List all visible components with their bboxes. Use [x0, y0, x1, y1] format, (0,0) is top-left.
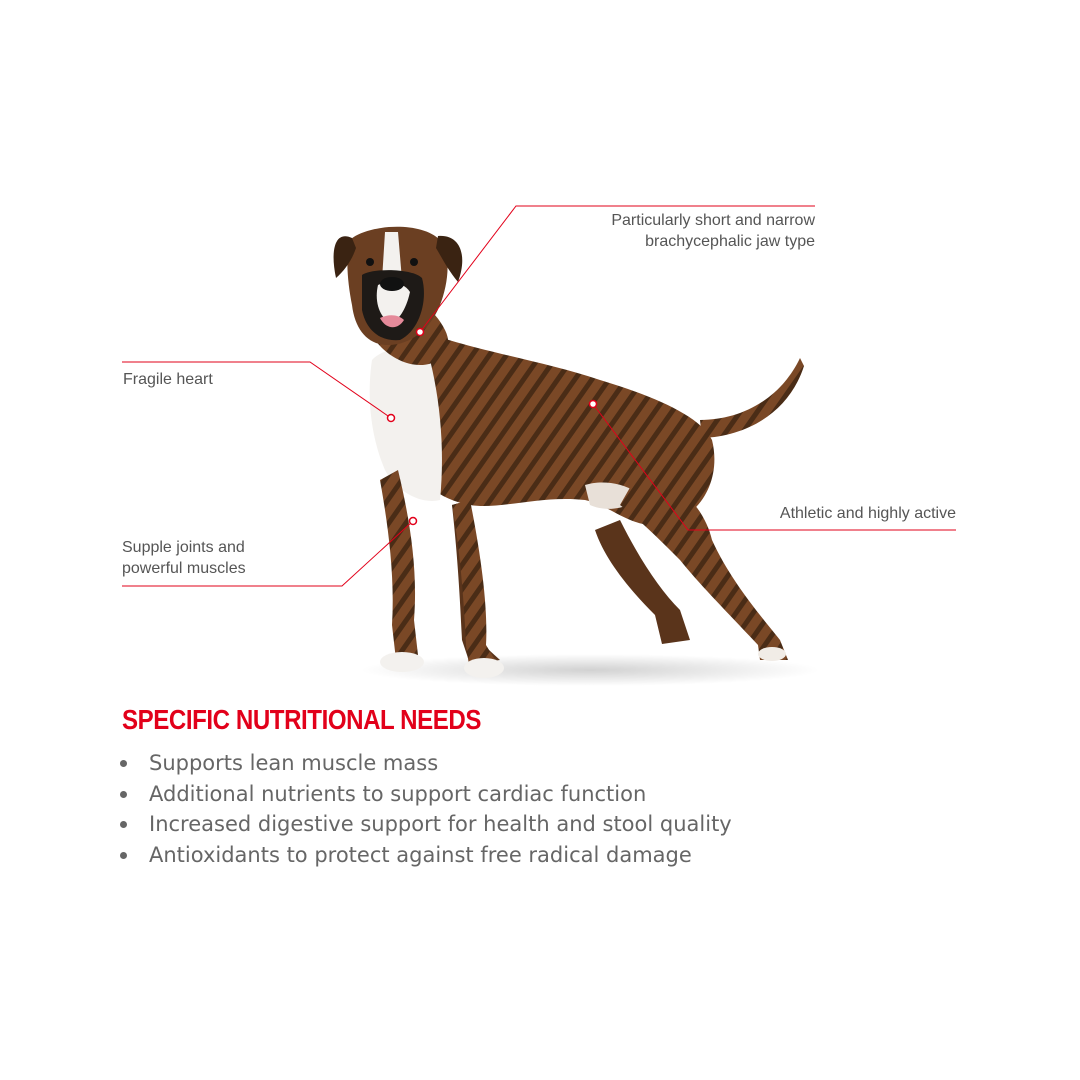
needs-heading: SPECIFIC NUTRITIONAL NEEDS: [122, 704, 481, 735]
bullet-icon: [120, 821, 127, 828]
callout-athletic-text: Athletic and highly active: [779, 505, 956, 522]
callout-jaw: [611, 210, 815, 252]
list-item-text: Antioxidants to protect against free radical damage: [149, 842, 692, 867]
callout-jaw-line1: Particularly short and narrow: [611, 212, 815, 229]
list-item-text: Supports lean muscle mass: [149, 751, 439, 775]
list-item: [120, 779, 732, 810]
bullet-icon: [120, 791, 127, 798]
callout-heart: [123, 369, 213, 390]
callout-joints-line2: powerful muscles: [122, 560, 246, 577]
list-item: [120, 840, 732, 871]
list-item-text: Increased digestive support for health and stool quality: [149, 812, 732, 836]
list-item: [120, 809, 732, 840]
callout-joints-line1: Supple joints and: [122, 539, 245, 556]
list-item-text: Additional nutrients to support cardiac function: [149, 781, 647, 806]
callout-dot-joints: [410, 518, 417, 525]
callout-dot-heart: [388, 415, 395, 422]
needs-list: [120, 748, 732, 870]
list-item: [120, 748, 732, 779]
bullet-icon: [120, 852, 127, 859]
callout-joints: [122, 537, 246, 579]
callout-athletic: [780, 503, 956, 524]
callout-dot-jaw: [417, 329, 424, 336]
bullet-icon: [120, 760, 127, 767]
callout-dot-athletic: [590, 401, 597, 408]
callout-jaw-line2: brachycephalic jaw type: [645, 233, 815, 250]
callout-heart-text: Fragile heart: [123, 371, 213, 388]
